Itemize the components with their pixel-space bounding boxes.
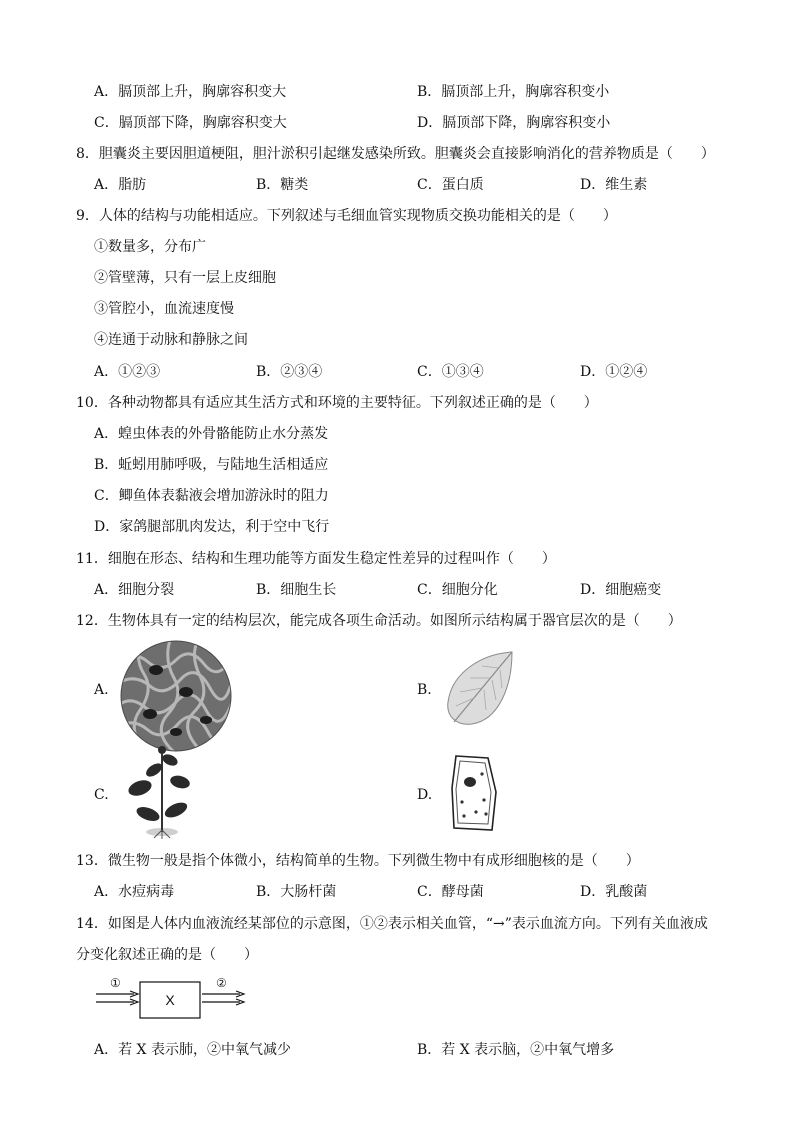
vessel-1-label: ①: [110, 976, 121, 990]
q14-stem-line-1: 14．如图是人体内血液流经某部位的示意图，①②表示相关血管，“→”表示血流方向。下列有关血液成: [76, 916, 708, 932]
q10-option-b: B．蚯蚓用肺呼吸，与陆地生活相适应: [94, 457, 329, 473]
q8-option-a: A．脂肪: [94, 177, 147, 193]
leaf-image: [442, 648, 518, 728]
q9-option-c: C．①③④: [417, 364, 484, 380]
q13-option-a: A．水痘病毒: [94, 884, 175, 900]
q9-option-a: A．①②③: [94, 364, 161, 380]
q14-option-a: A．若 X 表示肺，②中氧气减少: [94, 1042, 291, 1058]
q10-stem: 10．各种动物都具有适应其生活方式和环境的主要特征。下列叙述正确的是（ ）: [76, 395, 598, 411]
q12-option-d-label: D.: [417, 787, 433, 803]
vessel-2-label: ②: [216, 976, 227, 990]
blood-flow-diagram: [94, 978, 246, 1022]
q12-option-b-label: B.: [417, 682, 432, 698]
q7-option-a: A．膈顶部上升，胸廓容积变大: [94, 84, 287, 100]
q12-option-c-label: C.: [94, 787, 109, 803]
q9-option-b: B．②③④: [256, 364, 323, 380]
q12-option-a-label: A.: [94, 682, 109, 698]
q8-option-c: C．蛋白质: [417, 177, 484, 193]
q8-option-d: D．维生素: [580, 177, 648, 193]
cell-tissue-image: [120, 640, 232, 752]
q13-option-d: D．乳酸菌: [580, 884, 648, 900]
q11-stem: 11．细胞在形态、结构和生理功能等方面发生稳定性差异的过程叫作（ ）: [76, 551, 556, 567]
q9-stem: 9．人体的结构与功能相适应。下列叙述与毛细血管实现物质交换功能相关的是（ ）: [76, 208, 617, 224]
q14-stem-line-2: 分变化叙述正确的是（ ）: [76, 947, 258, 963]
q10-option-d: D．家鸽腿部肌肉发达，利于空中飞行: [94, 519, 330, 535]
q13-option-c: C．酵母菌: [417, 884, 484, 900]
q10-option-c: C．鲫鱼体表黏液会增加游泳时的阻力: [94, 488, 329, 504]
q7-option-d: D．膈顶部下降，胸廓容积变小: [417, 115, 611, 131]
q9-statement-4: ④连通于动脉和静脉之间: [94, 332, 248, 348]
q11-option-d: D．细胞癌变: [580, 582, 662, 598]
q13-stem: 13．微生物一般是指个体微小，结构简单的生物。下列微生物中有成形细胞核的是（ ）: [76, 853, 640, 869]
q7-option-b: B．膈顶部上升，胸廓容积变小: [417, 84, 610, 100]
q8-option-b: B．糖类: [256, 177, 309, 193]
q11-option-c: C．细胞分化: [417, 582, 498, 598]
q8-stem: 8．胆囊炎主要因胆道梗阻，胆汁淤积引起继发感染所致。胆囊炎会直接影响消化的营养物质是（ ）: [76, 146, 715, 162]
q7-option-c: C．膈顶部下降，胸廓容积变大: [94, 115, 287, 131]
q12-stem: 12．生物体具有一定的结构层次，能完成各项生命活动。如图所示结构属于器官层次的是（ ）: [76, 613, 682, 629]
organ-x-label: X: [165, 992, 175, 1008]
q10-option-a: A．蝗虫体表的外骨骼能防止水分蒸发: [94, 426, 329, 442]
q13-option-b: B．大肠杆菌: [256, 884, 337, 900]
q11-option-b: B．细胞生长: [256, 582, 337, 598]
plant-cell-image: [448, 752, 500, 834]
q9-statement-3: ③管腔小，血流速度慢: [94, 301, 234, 317]
q9-option-d: D．①②④: [580, 364, 648, 380]
plant-image: [118, 744, 196, 840]
q9-statement-1: ①数量多，分布广: [94, 239, 206, 255]
q9-statement-2: ②管壁薄，只有一层上皮细胞: [94, 270, 276, 286]
q14-option-b: B．若 X 表示脑，②中氧气增多: [417, 1042, 615, 1058]
q11-option-a: A．细胞分裂: [94, 582, 175, 598]
